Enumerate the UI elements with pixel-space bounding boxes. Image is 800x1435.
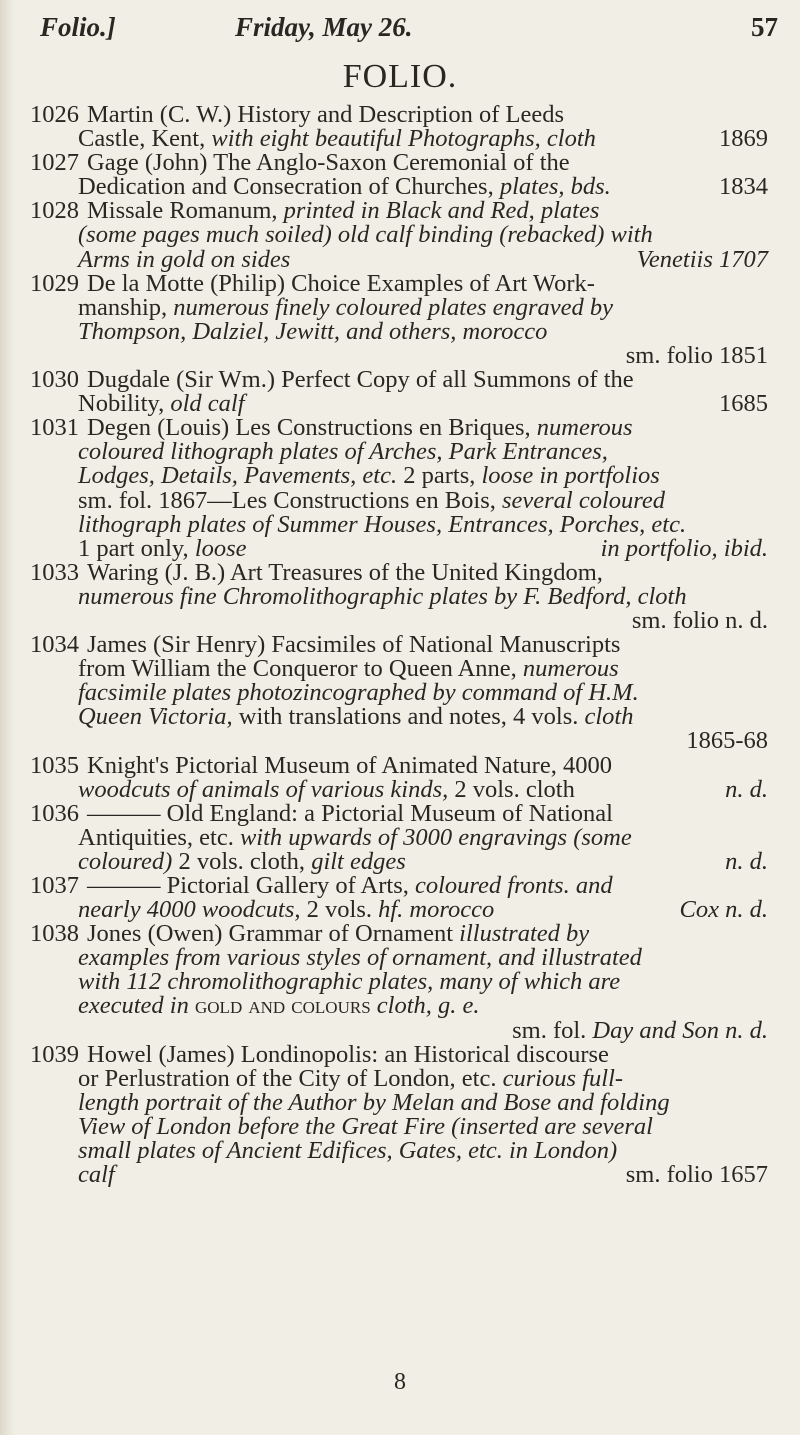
- lot-number: 1031: [30, 414, 79, 442]
- lot-text: several coloured: [501, 486, 666, 514]
- lot-text: with translations and notes, 4 vols.: [238, 703, 579, 731]
- lot-text: Missale Romanum,: [87, 197, 278, 225]
- lot-text: coloured): [78, 847, 173, 875]
- lot-1031: [30, 416, 768, 561]
- lot-1035: [30, 751, 768, 803]
- lot-text: hf. morocco: [378, 896, 495, 924]
- lot-text: coloured lithograph plates of Arches, Park Entrances,: [78, 438, 608, 466]
- lot-text: Martin (C. W.) History and Description of Leeds: [87, 101, 564, 128]
- lot-1027: [30, 151, 768, 199]
- lot-text: with 112 chromolithographic plates, many of which are: [78, 968, 621, 996]
- lot-number: 1026: [30, 101, 79, 128]
- lot-imprint: sm. folio 1657: [625, 1161, 768, 1189]
- lot-number: 1035: [30, 751, 79, 779]
- lot-text: length portrait of the Author by Melan and Bose and folding: [78, 1088, 670, 1116]
- lot-text: Dedication and Consecration of Churches,: [78, 173, 494, 201]
- lot-text: Nobility,: [78, 390, 165, 418]
- lot-date: 1865-68: [686, 727, 768, 755]
- lot-text: nearly 4000 woodcuts,: [78, 896, 301, 924]
- lot-text: View of London before the Great Fire (inserted are several: [78, 1112, 653, 1140]
- lot-text: Lodges, Details, Pavements, etc.: [78, 462, 398, 490]
- lot-text: James (Sir Henry) Facsimiles of National Manuscripts: [87, 631, 621, 659]
- lot-text: illustrated by: [459, 920, 590, 948]
- lot-text: Gage (John) The Anglo-Saxon Ceremonial of the: [87, 149, 570, 177]
- lot-text: Waring (J. B.) Art Treasures of the United Kingdom,: [87, 558, 603, 586]
- header-page-number: 57: [751, 12, 778, 42]
- header-section: Folio.]: [40, 12, 116, 42]
- lot-text: examples from various styles of ornament, and illustrated: [78, 944, 642, 972]
- lot-date: n. d.: [725, 775, 768, 803]
- lot-1036: [30, 799, 768, 875]
- lot-1039: [30, 1040, 768, 1189]
- ditto-dash: ———: [87, 799, 161, 827]
- lot-text: woodcuts of animals of various kinds,: [78, 775, 449, 803]
- lot-text: (some pages much soiled) old calf binding (rebacked) with: [78, 221, 653, 249]
- lot-date: 1685: [719, 390, 768, 418]
- lot-text: Thompson, Dalziel, Jewitt, and others, morocco: [78, 317, 548, 345]
- lot-text: Jones (Owen) Grammar of Ornament: [87, 920, 454, 948]
- lot-text: cloth: [584, 703, 634, 731]
- lot-text: Pictorial Gallery of Arts,: [166, 872, 409, 899]
- lot-text: loose in portfolios: [481, 462, 660, 490]
- lot-text: numerous fine Chromolithographic plates by F. Bedford, cloth: [78, 582, 687, 610]
- lot-text: Degen (Louis) Les Constructions en Briques,: [87, 414, 531, 442]
- lot-imprint: Venetiis 1707: [636, 245, 768, 273]
- lot-text: executed in: [78, 992, 189, 1020]
- lot-text: 2 parts,: [403, 462, 476, 490]
- lot-text: small plates of Ancient Edifices, Gates, etc. in London): [78, 1137, 618, 1165]
- header-date: Friday, May 26.: [235, 12, 413, 42]
- lot-text: facsimile plates photozincographed by command of H.M.: [78, 679, 639, 707]
- lot-text: loose: [194, 534, 247, 562]
- lot-date: 1869: [719, 125, 768, 153]
- lot-format: sm. fol.: [512, 1016, 587, 1044]
- lot-text: Dugdale (Sir Wm.) Perfect Copy of all Summons of the: [87, 366, 634, 394]
- lot-text: Queen Victoria,: [78, 703, 233, 731]
- lot-number: 1030: [30, 366, 79, 394]
- lot-text: De la Motte (Philip) Choice Examples of Art Work-: [87, 269, 595, 297]
- lot-text: or Perlustration of the City of London, etc.: [78, 1064, 497, 1092]
- lot-text: 1 part only,: [78, 534, 189, 562]
- lot-text: cloth, g. e.: [376, 992, 480, 1020]
- lot-number: 1038: [30, 920, 79, 948]
- lot-text: plates, bds.: [499, 173, 611, 201]
- lot-text: with upwards of 3000 engravings (some: [239, 823, 632, 851]
- lot-text: calf: [78, 1161, 115, 1189]
- lot-text: 2 vols. cloth,: [178, 847, 306, 875]
- lot-text: numerous finely coloured plates engraved by: [173, 293, 614, 321]
- running-header: [40, 12, 778, 52]
- lot-1033: [30, 558, 768, 634]
- lot-list: [0, 103, 800, 1187]
- lot-number: 1039: [30, 1040, 79, 1068]
- lot-text: numerous: [536, 414, 633, 442]
- lot-imprint: sm. folio 1851: [625, 341, 768, 369]
- lot-1034: [30, 633, 768, 753]
- lot-1030: [30, 368, 768, 416]
- lot-text: Antiquities, etc.: [78, 823, 234, 851]
- lot-text: Old England: a Pictorial Museum of National: [166, 799, 613, 827]
- lot-text: coloured fronts. and: [414, 872, 613, 899]
- signature-mark: 8: [394, 1369, 406, 1395]
- lot-text: printed in Black and Red, plates: [283, 197, 600, 225]
- lot-text: manship,: [78, 293, 168, 321]
- lot-date: n. d.: [725, 847, 768, 875]
- lot-text: numerous: [522, 655, 619, 683]
- lot-text: from William the Conqueror to Queen Anne,: [78, 655, 517, 683]
- section-title: FOLIO.: [342, 58, 458, 95]
- lot-text: gilt edges: [311, 847, 406, 875]
- lot-text: 2 vols. cloth: [454, 775, 575, 803]
- lot-text: old calf: [170, 390, 245, 418]
- lot-text: 2 vols.: [306, 896, 372, 924]
- lot-text: Arms in gold on sides: [78, 245, 291, 273]
- lot-number: 1037: [30, 872, 79, 899]
- lot-1037: [30, 874, 768, 922]
- lot-text: gold and colours: [195, 992, 371, 1020]
- lot-text: Castle, Kent,: [78, 125, 206, 153]
- lot-number: 1029: [30, 269, 79, 297]
- lot-text: curious full-: [502, 1064, 624, 1092]
- lot-imprint: Cox n. d.: [679, 896, 768, 924]
- lot-text: sm. fol. 1867—Les Constructions en Bois,: [78, 486, 496, 514]
- lot-text: Knight's Pictorial Museum of Animated Nature, 4000: [87, 751, 612, 779]
- lot-number: 1028: [30, 197, 79, 225]
- lot-text: with eight beautiful Photographs, cloth: [211, 125, 596, 153]
- lot-text: Howel (James) Londinopolis: an Historical discourse: [87, 1040, 609, 1068]
- lot-imprint: sm. folio n. d.: [631, 606, 768, 634]
- lot-number: 1027: [30, 149, 79, 177]
- lot-date: 1834: [719, 173, 768, 201]
- lot-number: 1033: [30, 558, 79, 586]
- lot-number: 1036: [30, 799, 79, 827]
- lot-1026: [30, 103, 768, 151]
- lot-number: 1034: [30, 631, 79, 659]
- lot-1029: [30, 269, 768, 369]
- lot-1028: [30, 199, 768, 271]
- lot-1038: [30, 922, 768, 1042]
- ditto-dash: ———: [87, 872, 161, 899]
- lot-imprint: Day and Son n. d.: [592, 1016, 768, 1044]
- lot-text: lithograph plates of Summer Houses, Entrances, Porches, etc.: [78, 510, 687, 538]
- lot-imprint: in portfolio, ibid.: [600, 534, 768, 562]
